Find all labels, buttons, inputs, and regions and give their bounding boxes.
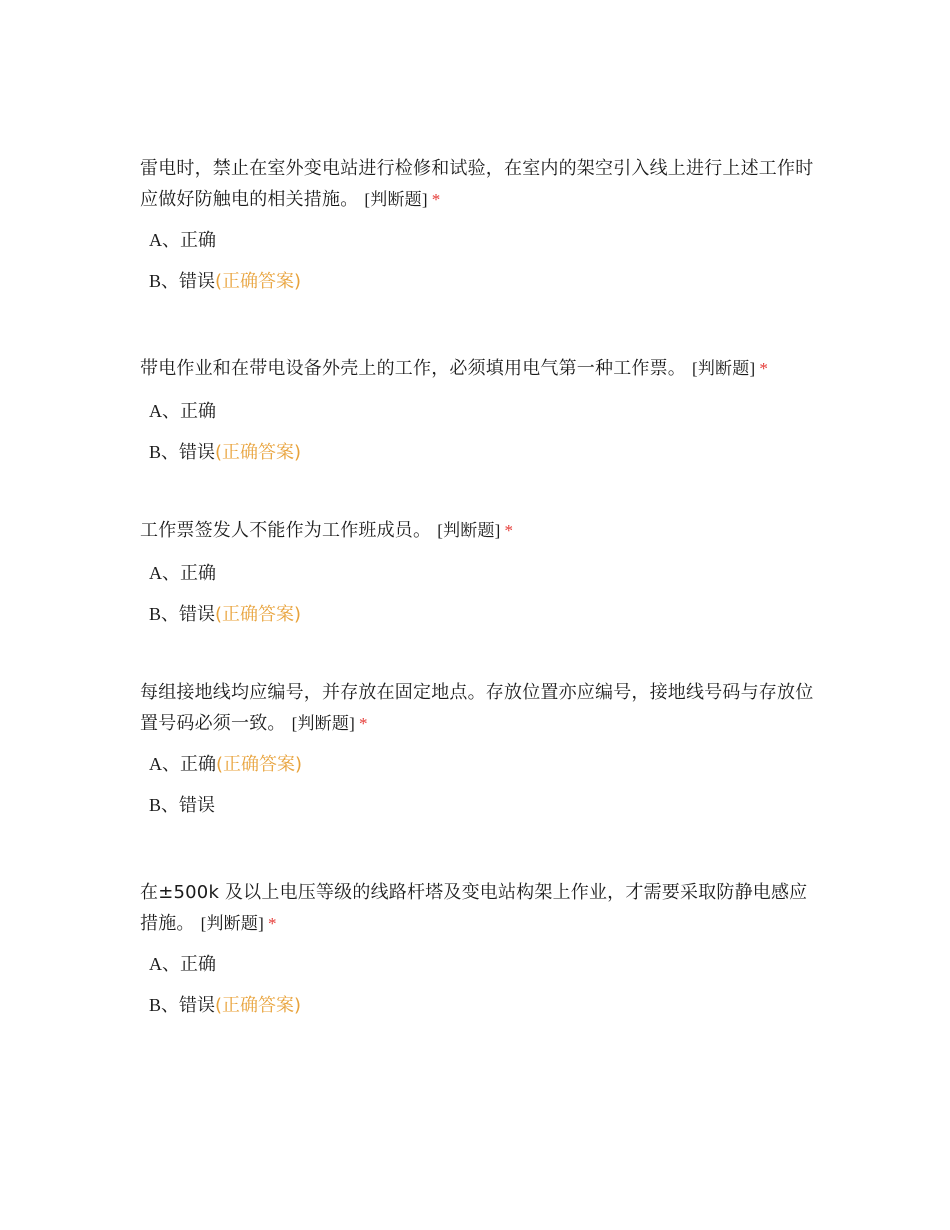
question-2 <box>140 353 820 466</box>
question-stem: 工作票签发人不能作为工作班成员。 <box>140 520 432 541</box>
option-b[interactable] <box>140 601 820 628</box>
question-type-label: [判断题] <box>291 714 355 733</box>
question-type-label: [判断题] <box>437 521 501 540</box>
option-b[interactable] <box>140 792 820 819</box>
question-stem: 在±500k 及以上电压等级的线路杆塔及变电站构架上作业，才需要采取防静电感应措施。 <box>140 882 808 934</box>
question-1 <box>140 153 820 295</box>
correct-answer-tag: (正确答案) <box>215 604 302 625</box>
option-letter: A、 <box>149 754 180 774</box>
correct-answer-tag: (正确答案) <box>216 754 303 775</box>
option-a[interactable] <box>140 751 820 778</box>
option-a[interactable] <box>140 951 820 978</box>
option-label: 正确 <box>180 230 216 251</box>
question-text <box>140 353 820 384</box>
question-text <box>140 515 820 546</box>
question-text <box>140 677 820 739</box>
option-label: 正确 <box>180 401 216 422</box>
option-letter: B、 <box>149 795 180 815</box>
option-letter: B、 <box>149 604 180 624</box>
question-text <box>140 153 820 215</box>
option-a[interactable] <box>140 227 820 254</box>
option-letter: A、 <box>149 563 180 583</box>
option-letter: A、 <box>149 230 180 250</box>
option-a[interactable] <box>140 398 820 425</box>
required-marker: * <box>431 190 441 209</box>
question-stem: 带电作业和在带电设备外壳上的工作，必须填用电气第一种工作票。 <box>140 358 686 379</box>
option-label: 错误 <box>179 604 216 625</box>
required-marker: * <box>267 914 277 933</box>
question-type-label: [判断题] <box>364 190 428 209</box>
question-5 <box>140 877 820 1019</box>
correct-answer-tag: (正确答案) <box>215 271 302 292</box>
question-3 <box>140 515 820 628</box>
option-label: 正确 <box>180 754 216 775</box>
option-letter: A、 <box>149 954 180 974</box>
required-marker: * <box>504 521 514 540</box>
option-letter: B、 <box>149 271 180 291</box>
option-label: 错误 <box>179 995 216 1016</box>
option-b[interactable] <box>140 268 820 295</box>
required-marker: * <box>358 714 368 733</box>
option-label: 错误 <box>179 795 216 816</box>
option-letter: B、 <box>149 442 180 462</box>
option-letter: B、 <box>149 995 180 1015</box>
question-stem: 雷电时，禁止在室外变电站进行检修和试验，在室内的架空引入线上进行上述工作时应做好防触电的相关措施。 <box>140 158 814 210</box>
option-a[interactable] <box>140 560 820 587</box>
option-label: 错误 <box>179 271 216 292</box>
correct-answer-tag: (正确答案) <box>215 442 302 463</box>
question-type-label: [判断题] <box>692 359 756 378</box>
option-label: 错误 <box>179 442 216 463</box>
option-label: 正确 <box>180 954 216 975</box>
option-b[interactable] <box>140 992 820 1019</box>
correct-answer-tag: (正确答案) <box>215 995 302 1016</box>
option-label: 正确 <box>180 563 216 584</box>
required-marker: * <box>759 359 769 378</box>
question-type-label: [判断题] <box>200 914 264 933</box>
option-b[interactable] <box>140 439 820 466</box>
question-4 <box>140 677 820 819</box>
question-text <box>140 877 820 939</box>
question-stem: 每组接地线均应编号，并存放在固定地点。存放位置亦应编号，接地线号码与存放位置号码必须一致。 <box>140 682 814 734</box>
option-letter: A、 <box>149 401 180 421</box>
